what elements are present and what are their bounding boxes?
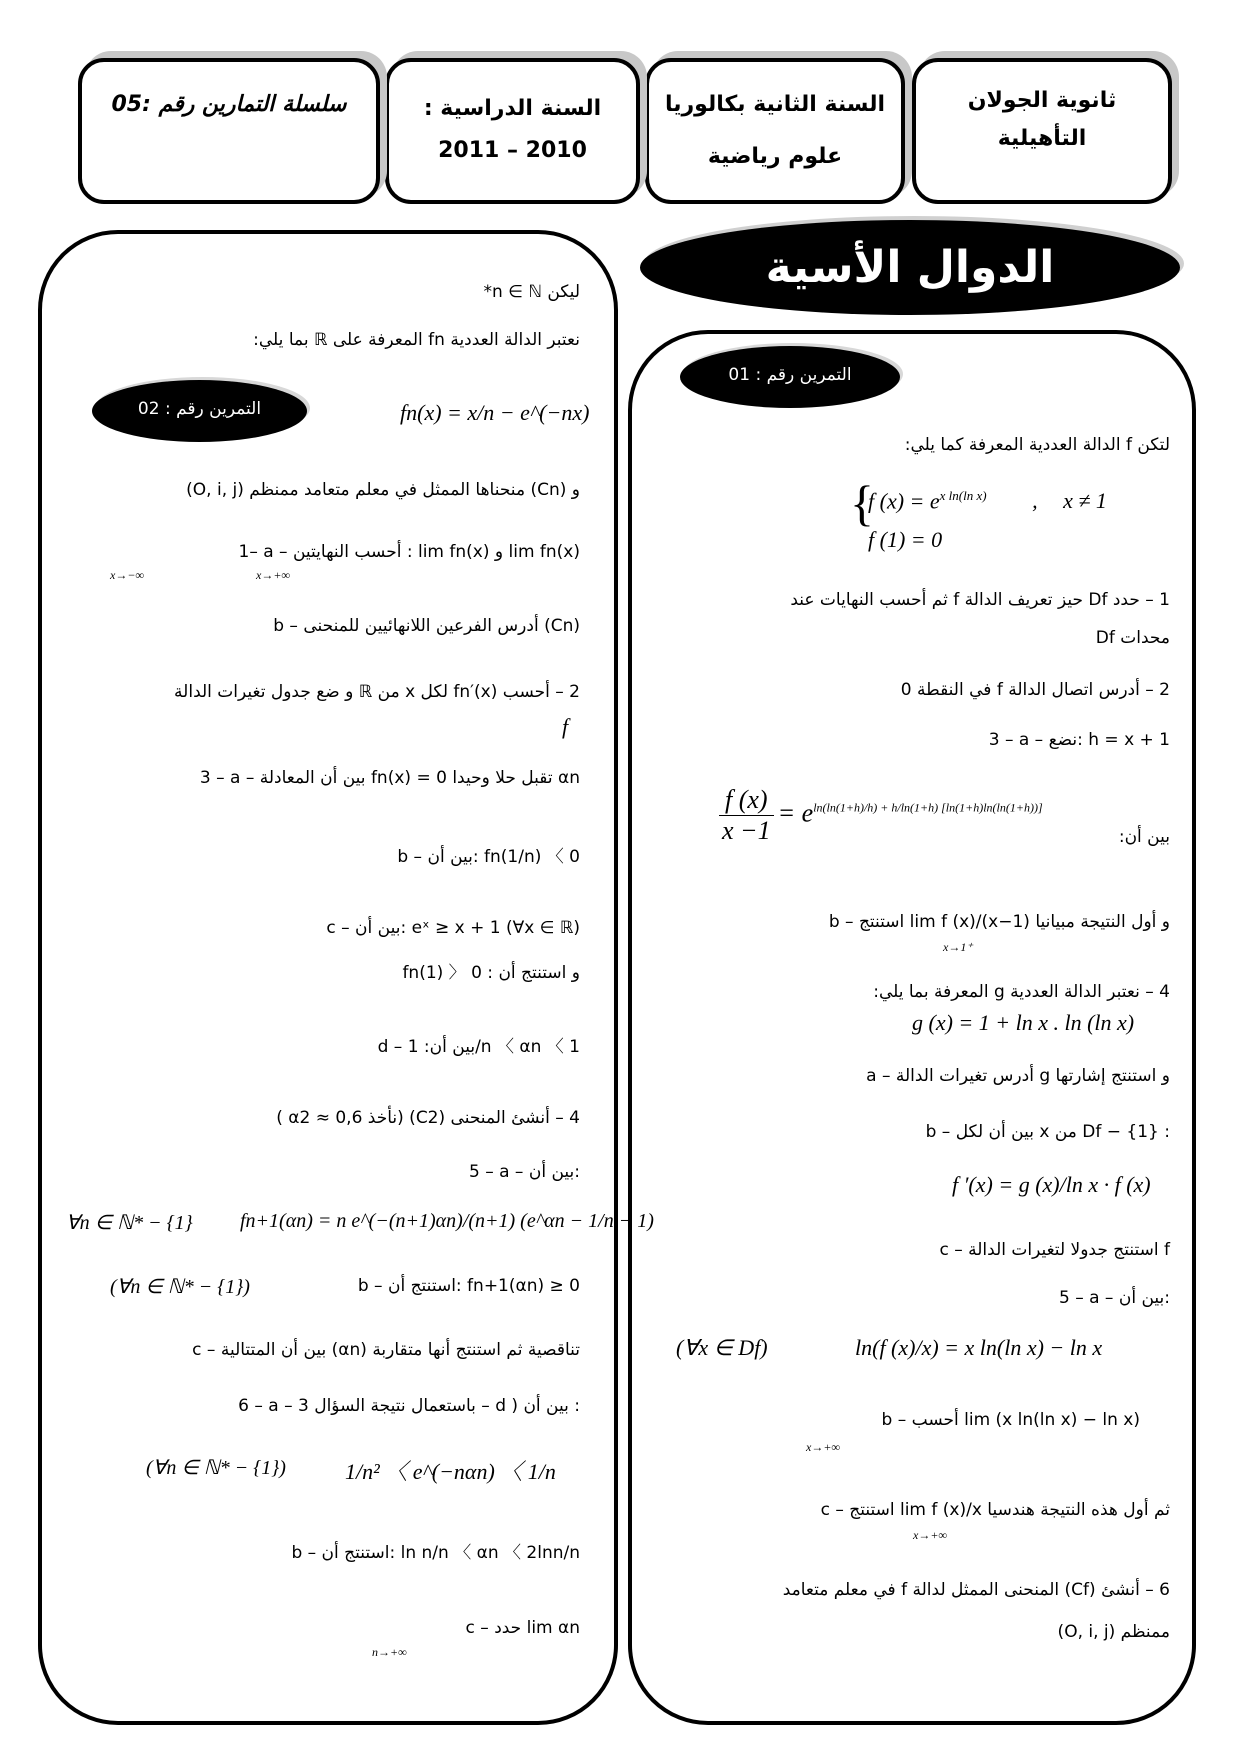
- ex1-q5a-cond: (∀x ∈ Df): [676, 1335, 768, 1360]
- ex2-intro: نعتبر الدالة العددية fn المعرفة على ℝ بما يلي:: [253, 330, 580, 350]
- ex2-q6c-lim: n→+∞: [372, 1645, 407, 1659]
- page-title: الدوال الأسية: [640, 220, 1180, 315]
- ex2-q1b: b – أدرس الفرعين اللانهائيين للمنحنى (Cn): [273, 616, 580, 636]
- ex1-q3a-lhs-den: x −1: [722, 815, 771, 845]
- ex2-q3c2: و استنتج أن : fn(1) 〉 0: [402, 963, 580, 983]
- ex1-q5c-lim: x→+∞: [913, 1528, 947, 1542]
- ex1-q4b-eq: f ′(x) = g (x)/ln x · f (x): [952, 1172, 1151, 1197]
- ex2-q4: 4 – أنشئ المنحنى (C2) (نأخذ α2 ≈ 0,6 ): [276, 1108, 580, 1128]
- ex2-q3b: b – بين أن: fn(1/n) 〈 0: [397, 847, 580, 867]
- ex1-q3a-exp: ln(ln(1+h)/h) + h/ln(1+h) [ln(1+h)ln(ln(1+h))]: [813, 800, 1043, 815]
- ex1-q4b: b – بين أن لكل x من Df − {1} :: [925, 1122, 1170, 1142]
- ex1-def-line2: f (1) = 0: [868, 527, 943, 552]
- ex2-q6a: 6 – a – باستعمال نتيجة السؤال 3 – d ) بين أن :: [238, 1396, 580, 1416]
- school-type: التأهيلية: [997, 126, 1087, 151]
- ex1-q3b-lim: x→1⁺: [943, 940, 973, 954]
- ex2-q2: 2 – أحسب fn′(x) لكل x من ℝ و ضع جدول تغيرات الدالة: [174, 682, 580, 702]
- ex2-q1a: 1– a – أحسب النهايتين : lim fn(x) و lim fn(x): [238, 542, 580, 562]
- ex2-q6a-cond: (∀n ∈ ℕ* − {1}): [146, 1457, 286, 1479]
- ex2-q3d: d – بين أن: 1/n 〈 αn 〈 1: [377, 1037, 580, 1057]
- level-track: علوم رياضية: [707, 144, 843, 169]
- ex1-q3a-lhs-num: f (x): [719, 785, 774, 816]
- ex1-q1: 1 – حدد Df حيز تعريف الدالة f ثم أحسب النهايات عند: [790, 590, 1170, 610]
- ex2-q6a-eq: 1/n² 〈 e^(−nαn) 〈 1/n: [345, 1459, 556, 1484]
- school-name: ثانوية الجولان: [967, 88, 1117, 113]
- ex2-def: fn(x) = x/n − e^(−nx): [400, 400, 590, 425]
- ex2-q5a-cond: ∀n ∈ ℕ* − {1}: [66, 1212, 193, 1234]
- ex1-q6b: ممنظم (O, i, j): [1057, 1622, 1170, 1642]
- ex2-q5a-eq: fn+1(αn) = n e^(−(n+1)αn)/(n+1) (e^αn − 1/n − 1): [240, 1210, 654, 1232]
- ex1-definition: { f $(x) = e^{x ln(ln x)}$ , x ≠ 1: [850, 475, 1107, 531]
- ex2-q6c: c – حدد lim αn: [465, 1618, 580, 1638]
- header-school-box: [912, 58, 1172, 204]
- header-level-box: [645, 58, 905, 204]
- ex1-intro: لتكن f الدالة العددية المعرفة كما يلي:: [904, 435, 1170, 455]
- exercise-2-badge: التمرين رقم : 02: [92, 380, 307, 442]
- ex1-q5a-eq: ln(f (x)/x) = x ln(ln x) − ln x: [855, 1335, 1103, 1360]
- header-year-box: [385, 58, 640, 204]
- ex1-q6: 6 – أنشئ (Cf) المنحنى الممثل لدالة f في معلم متعامد: [782, 1580, 1170, 1600]
- ex1-q4a: a – أدرس تغيرات الدالة g و استنتج إشارتها: [866, 1066, 1170, 1086]
- ex1-q4: 4 – نعتبر الدالة العددية g المعرفة بما يلي:: [873, 982, 1170, 1002]
- ex2-q1a-lim-left: x→−∞: [110, 568, 144, 582]
- ex1-q4c: c – استنتج جدولا لتغيرات الدالة f: [939, 1240, 1170, 1260]
- level-label: السنة الثانية بكالوريا: [664, 92, 885, 117]
- year-value: 2011 – 2010: [438, 138, 587, 163]
- ex2-q2f: f: [562, 714, 569, 739]
- ex2-q3a: 3 – a – بين أن المعادلة fn(x) = 0 تقبل حلا وحيدا αn: [199, 768, 580, 788]
- ex1-q3b: b – استنتج lim f (x)/(x−1) و أول النتيجة مبيانيا: [828, 912, 1170, 932]
- ex2-q6b: b – استنتج أن: ln n/n 〈 αn 〈 2lnn/n: [291, 1543, 580, 1563]
- year-label: السنة الدراسية :: [423, 96, 602, 121]
- series-title: [82, 92, 376, 117]
- ex2-q5b-cond: (∀n ∈ ℕ* − {1}): [110, 1276, 250, 1298]
- ex2-q1a-lim-right: x→+∞: [256, 568, 290, 582]
- series-number: 05:: [111, 92, 151, 117]
- ex1-q3a: 3 – a – نضع: h = x + 1: [988, 730, 1170, 750]
- ex2-curve: و (Cn) منحناها الممثل في معلم متعامد ممنظم (O, i, j): [186, 480, 580, 500]
- ex2-q5b: b – استنتج أن: fn+1(αn) ≥ 0: [357, 1276, 580, 1296]
- header-series-box: [78, 58, 380, 204]
- ex1-q1b: محدات Df: [1095, 628, 1170, 648]
- ex1-def-exp: x ln(ln x): [939, 488, 987, 503]
- ex1-q5b: b – أحسب lim (x ln(ln x) − ln x): [881, 1410, 1140, 1430]
- ex1-def-line1: f (x) = e: [868, 488, 940, 514]
- ex2-let: ليكن n ∈ ℕ*: [483, 282, 580, 302]
- ex1-q5b-lim: x→+∞: [806, 1440, 840, 1454]
- ex1-q3a-formula: $\frac{f (x)}{x -1}$ = $e^{ln(ln(1+h)/h) + h/ln(1+h) [ln(1+h)ln(ln(1+h))]}$: [715, 785, 1043, 846]
- ex2-q5c: c – بين أن المتتالية (αn) تناقصية ثم استنتج أنها متقاربة: [192, 1340, 580, 1360]
- ex1-q2: 2 – أدرس اتصال الدالة f في النقطة 0: [900, 680, 1170, 700]
- ex1-q5a: 5 – a – بين أن:: [1058, 1288, 1170, 1308]
- exercise-1-badge: التمرين رقم : 01: [680, 346, 900, 408]
- ex1-q3a-show: بين أن:: [1118, 827, 1170, 847]
- ex1-q5c: c – استنتج lim f (x)/x ثم أول هذه النتيجة هندسيا: [820, 1500, 1170, 1520]
- ex2-q5a: 5 – a – بين أن:: [468, 1162, 580, 1182]
- ex1-q4-def: g (x) = 1 + ln x . ln (ln x): [912, 1010, 1135, 1035]
- series-label: سلسلة التمارين رقم: [158, 92, 347, 117]
- ex2-q3c: c – بين أن: eˣ ≥ x + 1 (∀x ∈ ℝ): [326, 918, 580, 938]
- ex1-def-cond: x ≠ 1: [1063, 488, 1107, 514]
